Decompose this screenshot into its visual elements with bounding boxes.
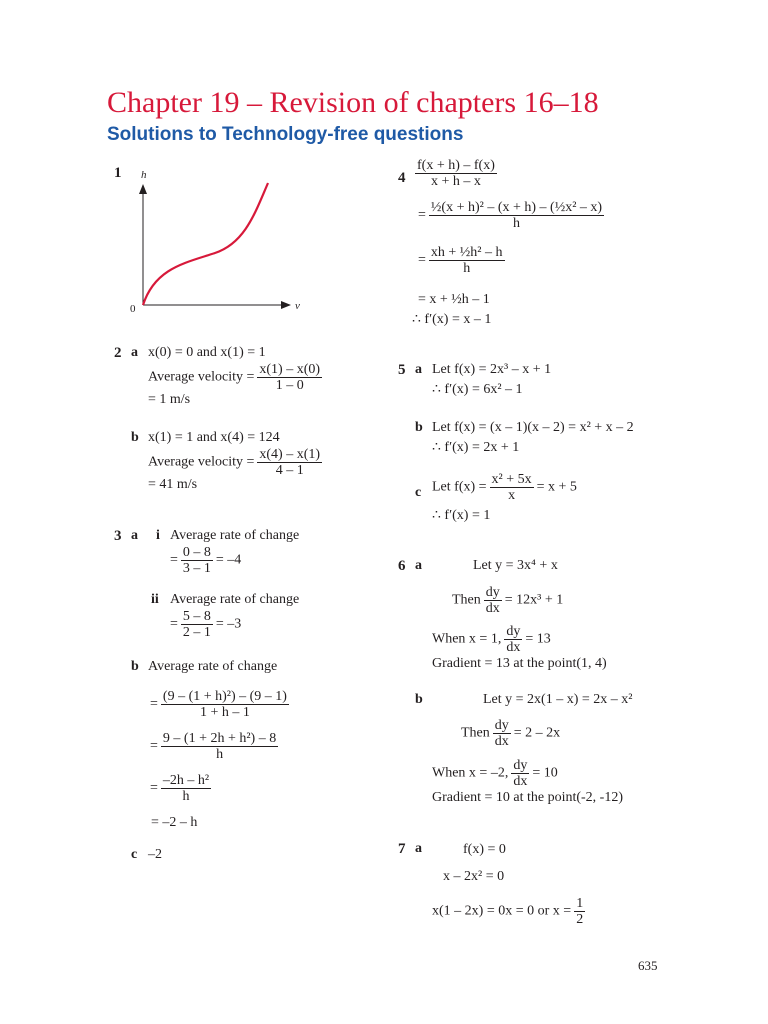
q6-a-when-label: When x = 1,: [432, 631, 502, 647]
q3-i-calc: [170, 545, 241, 576]
q6-b-when: [432, 758, 558, 789]
graph-origin-label: 0: [130, 303, 136, 315]
q2-a-avg-label: Average velocity =: [148, 369, 255, 385]
q2-a-fraction: [257, 362, 322, 393]
q6-a-when: [432, 624, 551, 655]
q2-b-avg: [148, 447, 325, 478]
q4-eq3: =: [418, 252, 426, 268]
q3-b-num2: 9 – (1 + 2h + h²) – 8: [162, 731, 277, 746]
q2-part-b: b: [131, 430, 139, 445]
q5-part-c: c: [415, 485, 422, 500]
q6-a-dy: dy: [485, 585, 500, 600]
q3-b-eq2: =: [150, 738, 158, 754]
q3-b-num1: (9 – (1 + h)²) – (9 – 1): [162, 689, 287, 704]
q5-a-line1: Let f(x) = 2x³ – x + 1: [432, 362, 552, 377]
q3-part-c: c: [131, 847, 138, 862]
q7-part-a: a: [415, 841, 422, 856]
q2-b-num: x(4) – x(1): [259, 447, 321, 462]
q3-b-step2: [150, 731, 281, 762]
q3-b-eq1: =: [150, 696, 158, 712]
q4-number: 4: [398, 170, 406, 186]
q4-step1: [412, 158, 500, 189]
q3-i-num: 0 – 8: [182, 545, 211, 560]
q7-number: 7: [398, 841, 406, 857]
q6-b-when-res: = 10: [532, 765, 558, 781]
q6-b-dx: dx: [494, 734, 509, 749]
q4-step3: [418, 245, 508, 276]
q3-b-step1: [150, 689, 292, 720]
q4-den3: h: [463, 261, 471, 276]
q4-fraction2: [429, 200, 604, 231]
q6-b-when-dx: dx: [513, 774, 528, 789]
q7-frac-den: 2: [576, 912, 584, 927]
q4-num2: ½(x + h)² – (x + h) – (½x² – x): [430, 200, 603, 215]
q3-b-fraction2: [161, 731, 278, 762]
graph-curve: [143, 183, 268, 305]
q3-i-result: = –4: [215, 552, 242, 568]
q5-c-suffix: = x + 5: [536, 479, 577, 495]
q6-a-grad: Gradient = 13 at the point(1, 4): [432, 656, 607, 671]
q3-i-fraction: [181, 545, 213, 576]
q5-c-den: x: [508, 488, 516, 503]
q5-b-line1: Let f(x) = (x – 1)(x – 2) = x² + x – 2: [432, 420, 634, 435]
q5-part-a: a: [415, 362, 422, 377]
q6-a-dx: dx: [485, 601, 500, 616]
q6-b-when-dy: dy: [513, 758, 528, 773]
q3-b-num3: –2h – h²: [162, 773, 210, 788]
q2-b-den: 4 – 1: [275, 463, 304, 478]
q3-part-a: a: [131, 528, 138, 543]
q2-a-den: 1 – 0: [275, 378, 304, 393]
q1-number: 1: [114, 165, 122, 181]
q7-fraction: [574, 896, 585, 927]
q2-a-result: = 1 m/s: [148, 392, 191, 407]
q6-part-b: b: [415, 692, 423, 707]
q3-i-eq: =: [170, 552, 178, 568]
q7-line3: [432, 896, 588, 927]
q4-num1: f(x + h) – f(x): [417, 158, 495, 173]
q6-b-dy: dy: [494, 718, 509, 733]
q5-c-num: x² + 5x: [491, 472, 532, 487]
q5-c-line2: ∴ f′(x) = 1: [432, 508, 491, 523]
q4-line5: ∴ f′(x) = x – 1: [412, 312, 492, 327]
q3-ii-fraction: [181, 609, 213, 640]
q2-a-line1: x(0) = 0 and x(1) = 1: [148, 345, 266, 360]
q3-ii-num: 5 – 8: [182, 609, 211, 624]
q6-b-then-deriv: [493, 718, 511, 749]
q3-number: 3: [114, 528, 122, 544]
q5-c-prefix: Let f(x) =: [432, 479, 487, 495]
q4-fraction1: [415, 158, 497, 189]
q7-line3-prefix: x(1 – 2x) = 0x = 0 or x =: [432, 903, 572, 919]
page-number: 635: [638, 958, 658, 973]
q3-b-arc: Average rate of change: [148, 659, 278, 674]
q5-a-line2: ∴ f′(x) = 6x² – 1: [432, 382, 523, 397]
q3-i-den: 3 – 1: [182, 561, 211, 576]
q2-b-result: = 41 m/s: [148, 477, 198, 492]
q7-line2: x – 2x² = 0: [443, 869, 505, 884]
q6-a-then-deriv: [484, 585, 502, 616]
chapter-title: Chapter 19 – Revision of chapters 16–18: [107, 86, 599, 119]
q6-a-when-dx: dx: [506, 640, 521, 655]
q3-b-den2: h: [216, 747, 224, 762]
q3-i-arc: Average rate of change: [170, 528, 300, 543]
q6-a-when-dy: dy: [506, 624, 521, 639]
q5-number: 5: [398, 362, 406, 378]
q3-ii-calc: [170, 609, 241, 640]
q6-b-grad: Gradient = 10 at the point(-2, -12): [432, 790, 624, 805]
section-subtitle: Solutions to Technology-free questions: [107, 124, 464, 145]
x-axis-arrow: [281, 301, 291, 309]
q4-fraction3: [429, 245, 505, 276]
q4-step2: [418, 200, 607, 231]
y-axis-arrow: [139, 184, 147, 194]
q4-den2: h: [512, 216, 520, 231]
q2-b-line1: x(1) = 1 and x(4) = 124: [148, 430, 280, 445]
graph-y-label: h: [141, 169, 147, 181]
q3-b-step3: [150, 773, 214, 804]
q5-c-line1: [432, 472, 577, 503]
q3-b-eq3: =: [150, 780, 158, 796]
q4-den1: x + h – x: [430, 174, 481, 189]
q2-a-num: x(1) – x(0): [259, 362, 321, 377]
q6-a-let: Let y = 3x⁴ + x: [473, 558, 558, 573]
q2-b-fraction: [257, 447, 322, 478]
q6-b-when-deriv: [511, 758, 529, 789]
q3-ii-result: = –3: [215, 616, 242, 632]
q4-num3: xh + ½h² – h: [430, 245, 503, 260]
q3-c-answer: –2: [148, 847, 162, 862]
graph-x-label: v: [295, 300, 300, 312]
q6-number: 6: [398, 558, 406, 574]
q6-b-then-label: Then: [461, 725, 490, 741]
q5-c-fraction: [490, 472, 534, 503]
q3-b-den3: h: [182, 789, 190, 804]
q5-b-line2: ∴ f′(x) = 2x + 1: [432, 440, 520, 455]
q7-frac-num: 1: [576, 896, 584, 911]
q2-number: 2: [114, 345, 122, 361]
q3-b-fraction1: [161, 689, 289, 720]
q6-a-then-res: = 12x³ + 1: [504, 592, 564, 608]
q4-eq2: =: [418, 207, 426, 223]
q1-graph: [125, 168, 310, 318]
q7-line1: f(x) = 0: [463, 842, 506, 857]
q3-part-b: b: [131, 659, 139, 674]
q3-ii-arc: Average rate of change: [170, 592, 300, 607]
q3-b-final: = –2 – h: [151, 815, 198, 830]
q4-line4: = x + ½h – 1: [418, 292, 490, 307]
q6-b-let: Let y = 2x(1 – x) = 2x – x²: [483, 692, 633, 707]
q6-a-then: [452, 585, 563, 616]
q3-ii-eq: =: [170, 616, 178, 632]
q6-a-when-deriv: [504, 624, 522, 655]
q6-b-then: [461, 718, 560, 749]
q3-ii-den: 2 – 1: [182, 625, 211, 640]
q6-part-a: a: [415, 558, 422, 573]
q6-a-then-label: Then: [452, 592, 481, 608]
q2-part-a: a: [131, 345, 138, 360]
q6-b-then-res: = 2 – 2x: [513, 725, 561, 741]
q3-b-fraction3: [161, 773, 211, 804]
q6-a-when-res: = 13: [525, 631, 551, 647]
q3-part-i: i: [156, 528, 160, 543]
q2-b-avg-label: Average velocity =: [148, 454, 255, 470]
q6-b-when-label: When x = –2,: [432, 765, 509, 781]
q5-part-b: b: [415, 420, 423, 435]
q3-b-den1: 1 + h – 1: [199, 705, 250, 720]
q3-part-ii: ii: [151, 592, 159, 607]
q2-a-avg: [148, 362, 325, 393]
